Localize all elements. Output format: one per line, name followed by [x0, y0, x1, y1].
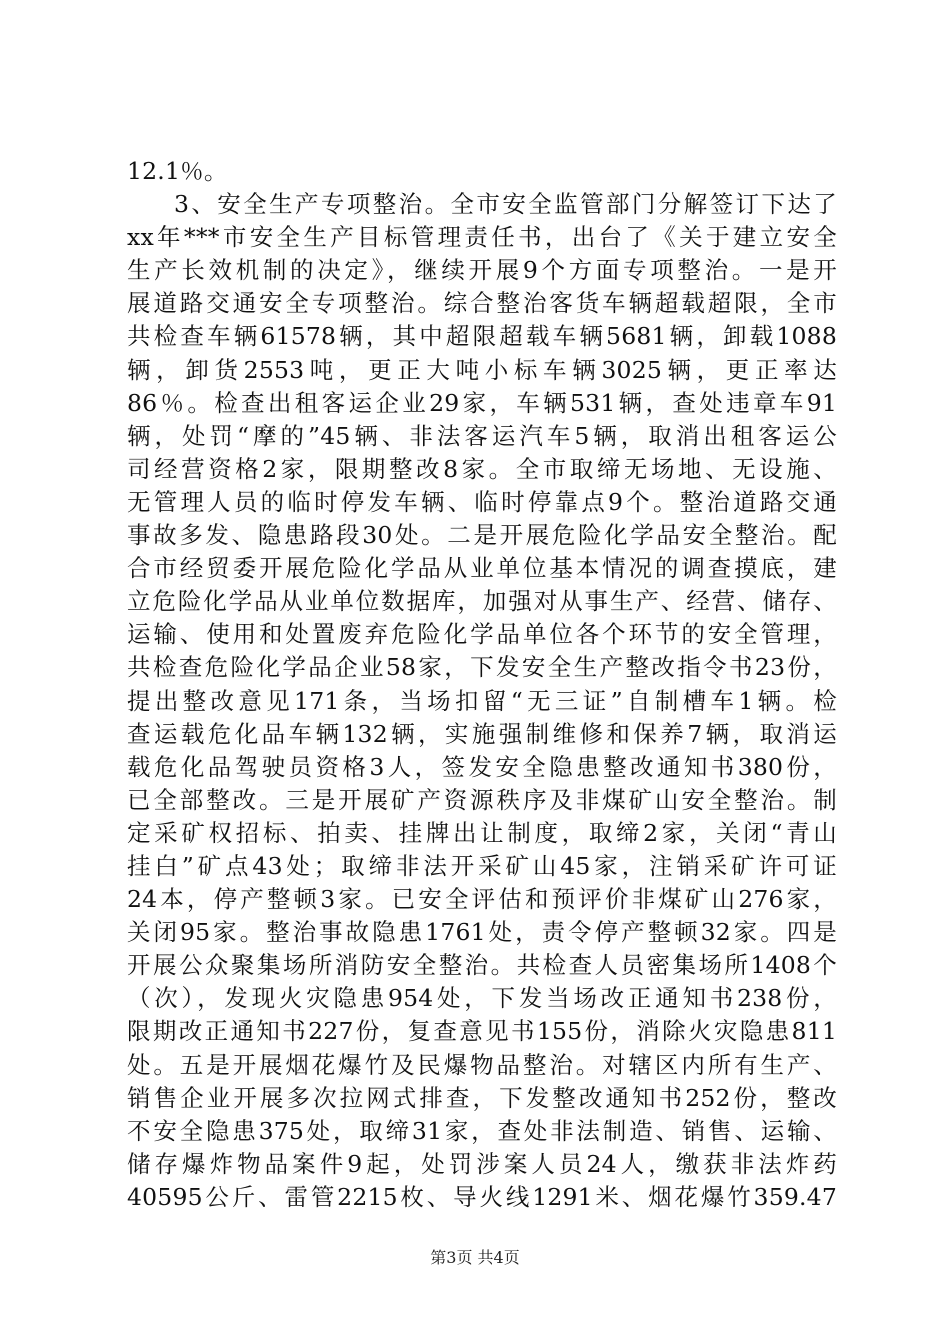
text-line: 不安全隐患375处，取缔31家，查处非法制造、销售、运输、	[127, 1116, 837, 1145]
text-line: 展道路交通安全专项整治。综合整治客货车辆超载超限，全市	[127, 289, 837, 318]
text-line: 3、安全生产专项整治。全市安全监管部门分解签订下达了	[174, 190, 837, 219]
text-line: 运输、使用和处置废弃危险化学品单位各个环节的安全管理，	[127, 620, 837, 649]
text-line: 定采矿权招标、拍卖、挂牌出让制度，取缔2家，关闭“青山	[127, 818, 837, 847]
text-line: 辆，卸货2553吨，更正大吨小标车辆3025辆，更正率达	[127, 355, 837, 384]
text-line: 已全部整改。三是开展矿产资源秩序及非煤矿山安全整治。制	[127, 785, 837, 814]
text-line: 24本，停产整顿3家。已安全评估和预评价非煤矿山276家，	[127, 885, 837, 914]
text-line: 合市经贸委开展危险化学品从业单位基本情况的调查摸底，建	[127, 554, 837, 583]
body-text	[127, 155, 837, 1214]
text-line: 无管理人员的临时停发车辆、临时停靠点9个。整治道路交通	[127, 487, 837, 516]
text-line: 储存爆炸物品案件9起，处罚涉案人员24人，缴获非法炸药	[127, 1149, 837, 1178]
text-line: 12.1％。	[127, 157, 228, 185]
text-line: 挂白”矿点43处；取缔非法开采矿山45家，注销采矿许可证	[127, 851, 837, 880]
text-line: 共检查车辆61578辆，其中超限超载车辆5681辆，卸载1088	[127, 322, 837, 351]
text-line: 生产长效机制的决定》，继续开展9个方面专项整治。一是开	[127, 256, 837, 285]
text-line: 限期改正通知书227份，复查意见书155份，消除火灾隐患811	[127, 1017, 837, 1046]
text-line: 查运载危化品车辆132辆，实施强制维修和保养7辆，取消运	[127, 719, 837, 748]
text-line: 提出整改意见171条，当场扣留“无三证”自制槽车1辆。检	[127, 686, 837, 715]
text-line: 关闭95家。整治事故隐患1761处，责令停产整顿32家。四是	[127, 918, 837, 947]
text-line: 40595公斤、雷管2215枚、导火线1291米、烟花爆竹359.47	[127, 1182, 837, 1211]
text-line: 处。五是开展烟花爆竹及民爆物品整治。对辖区内所有生产、	[127, 1050, 837, 1079]
text-line: （次），发现火灾隐患954处，下发当场改正通知书238份，	[127, 984, 837, 1013]
text-line: 共检查危险化学品企业58家，下发安全生产整改指令书23份，	[127, 653, 837, 682]
text-line: 事故多发、隐患路段30处。二是开展危险化学品安全整治。配	[127, 521, 837, 550]
text-line: xx年***市安全生产目标管理责任书，出台了《关于建立安全	[127, 223, 837, 252]
text-line: 开展公众聚集场所消防安全整治。共检查人员密集场所1408个	[127, 951, 837, 980]
text-line: 销售企业开展多次拉网式排查，下发整改通知书252份，整改	[127, 1083, 837, 1112]
text-line: 司经营资格2家，限期整改8家。全市取缔无场地、无设施、	[127, 454, 837, 483]
text-line: 辆，处罚“摩的”45辆、非法客运汽车5辆，取消出租客运公	[127, 421, 837, 450]
text-line: 载危化品驾驶员资格3人，签发安全隐患整改通知书380份，	[127, 752, 837, 781]
text-line: 86％。检查出租客运企业29家，车辆531辆，查处违章车91	[127, 388, 837, 417]
page-footer: 第3页 共4页	[430, 1248, 520, 1267]
text-line: 立危险化学品从业单位数据库，加强对从事生产、经营、储存、	[127, 587, 837, 616]
